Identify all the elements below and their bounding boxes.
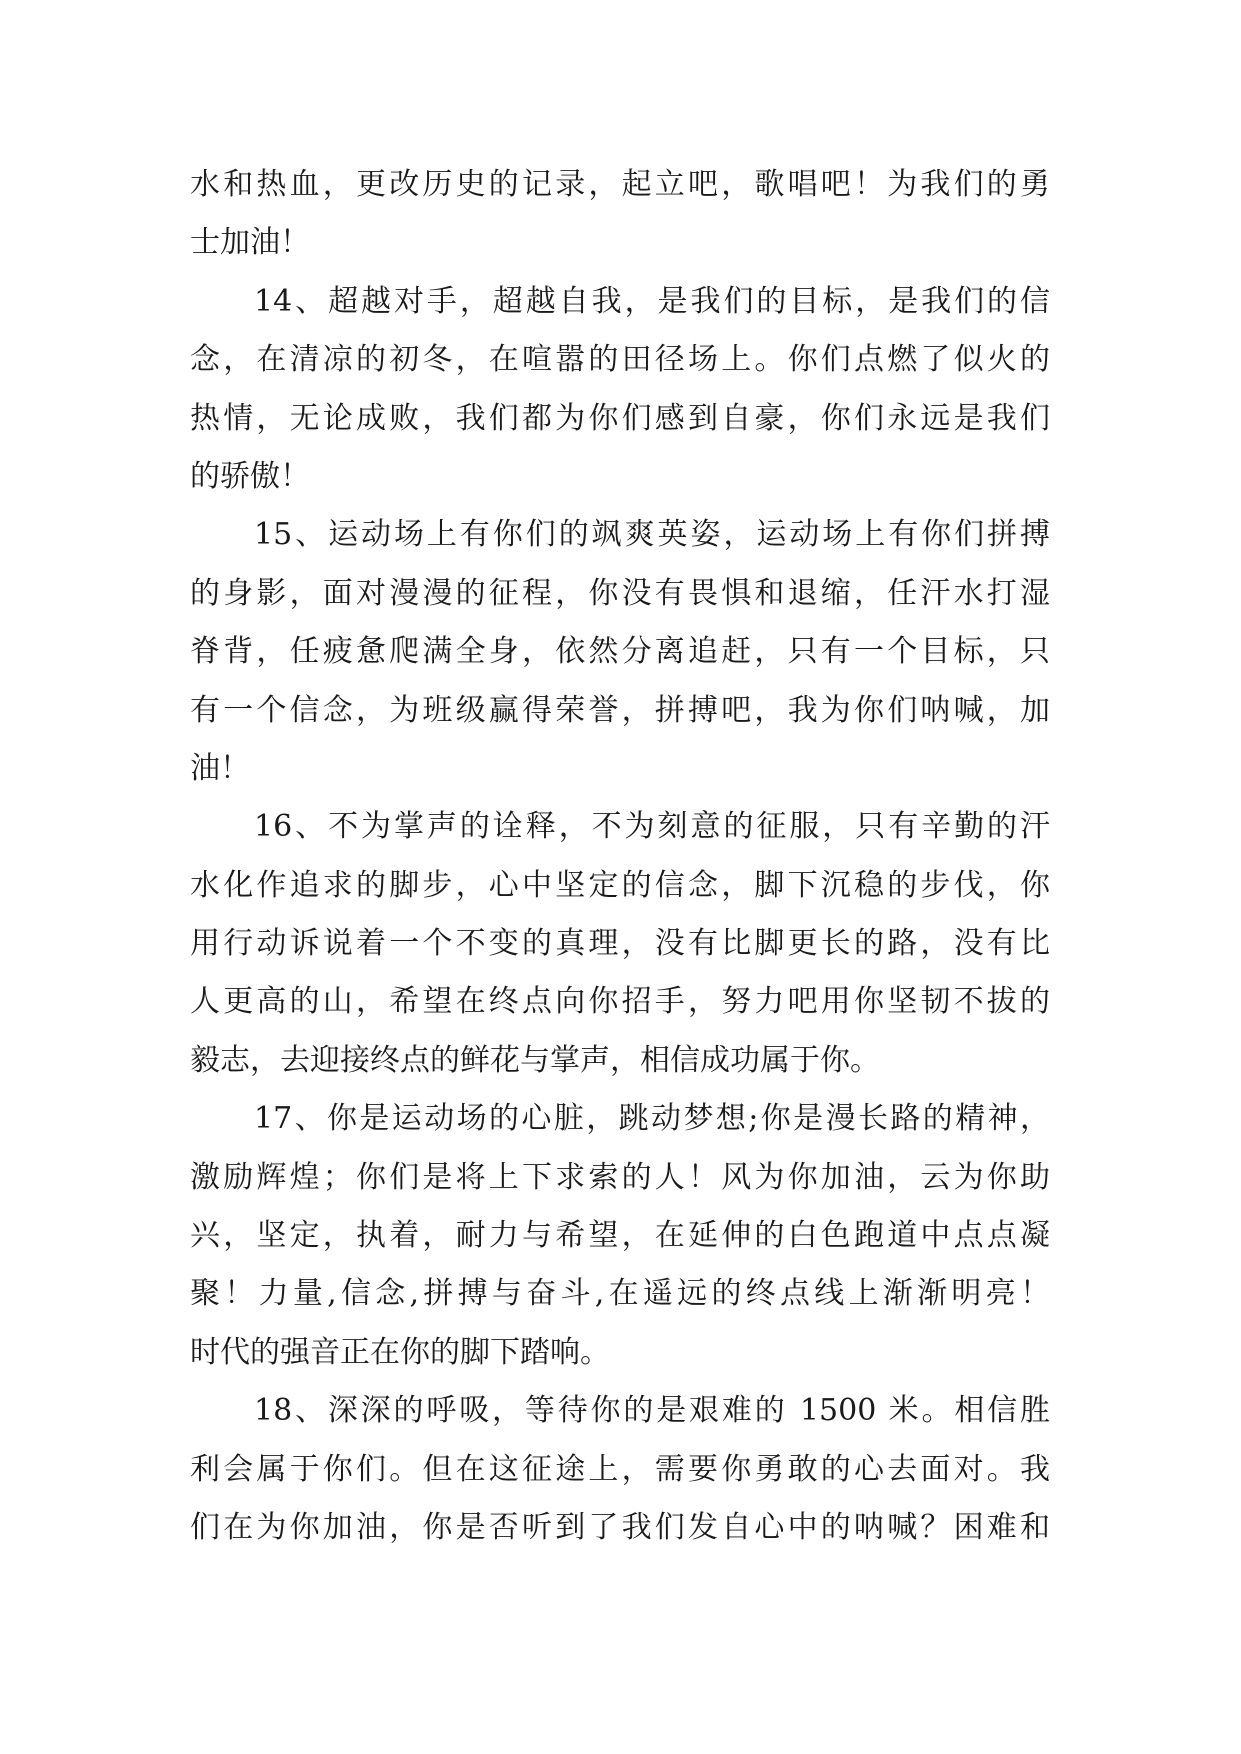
text-line: 人更高的山，希望在终点向你招手，努力吧用你坚韧不拔的 bbox=[190, 984, 1050, 1020]
text-line: 聚！力量,信念,拼搏与奋斗,在遥远的终点线上渐渐明亮！ bbox=[190, 1276, 1050, 1312]
text-line: 兴，坚定，执着，耐力与希望，在延伸的白色跑道中点点凝 bbox=[190, 1218, 1050, 1254]
text-line: 念，在清凉的初冬，在喧嚣的田径场上。你们点燃了似火的 bbox=[190, 342, 1050, 378]
text-line: 水化作追求的脚步，心中坚定的信念，脚下沉稳的步伐，你 bbox=[190, 867, 1050, 903]
text-line: 们在为你加油，你是否听到了我们发自心中的呐喊？困难和 bbox=[190, 1509, 1050, 1545]
text-line: 用行动诉说着一个不变的真理，没有比脚更长的路，没有比 bbox=[190, 926, 1050, 962]
text-line: 18、深深的呼吸，等待你的是艰难的 1500 米。相信胜 bbox=[254, 1393, 1050, 1429]
body-text bbox=[190, 156, 1050, 1557]
text-line: 水和热血，更改历史的记录，起立吧，歌唱吧！为我们的勇 bbox=[190, 167, 1050, 202]
text-line: 毅志，去迎接终点的鲜花与掌声，相信成功属于你。 bbox=[190, 1042, 880, 1078]
text-line: 士加油！ bbox=[190, 225, 310, 261]
text-line: 的身影，面对漫漫的征程，你没有畏惧和退缩，任汗水打湿 bbox=[190, 575, 1050, 611]
text-line: 15、运动场上有你们的飒爽英姿，运动场上有你们拼搏 bbox=[254, 517, 1050, 553]
text-line: 脊背，任疲惫爬满全身，依然分离追赶，只有一个目标，只 bbox=[190, 634, 1050, 670]
text-line: 14、超越对手，超越自我，是我们的目标，是我们的信 bbox=[254, 283, 1050, 319]
text-line: 时代的强音正在你的脚下踏响。 bbox=[190, 1334, 610, 1370]
text-line: 利会属于你们。但在这征途上，需要你勇敢的心去面对。我 bbox=[190, 1451, 1050, 1487]
text-line: 激励辉煌；你们是将上下求索的人！风为你加油，云为你助 bbox=[190, 1159, 1050, 1195]
text-line: 的骄傲！ bbox=[190, 458, 310, 494]
text-line: 17、你是运动场的心脏，跳动梦想;你是漫长路的精神， bbox=[254, 1101, 1050, 1137]
text-line: 有一个信念，为班级赢得荣誉，拼搏吧，我为你们呐喊，加 bbox=[190, 692, 1050, 728]
text-line: 16、不为掌声的诠释，不为刻意的征服，只有辛勤的汗 bbox=[254, 809, 1050, 845]
text-line: 热情，无论成败，我们都为你们感到自豪，你们永远是我们 bbox=[190, 400, 1050, 436]
text-line: 油！ bbox=[190, 750, 250, 786]
